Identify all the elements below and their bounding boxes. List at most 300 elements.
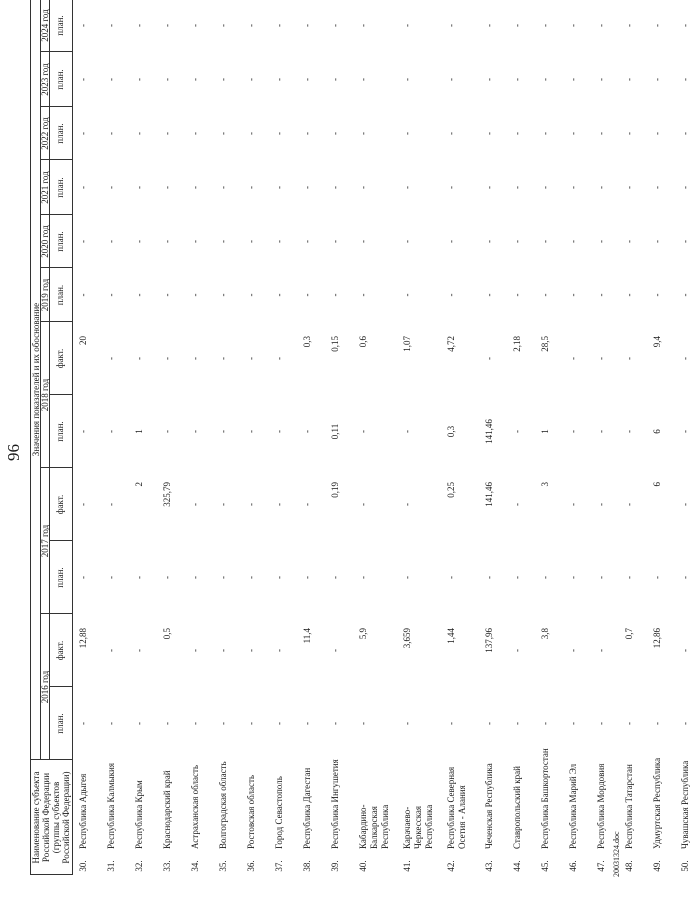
row-number: 47. bbox=[596, 860, 606, 872]
row-value: 0,7 bbox=[624, 628, 634, 640]
row-value: - bbox=[680, 503, 690, 506]
row-number: 42. bbox=[446, 860, 456, 872]
row-number: 31. bbox=[106, 860, 116, 872]
row-value: - bbox=[106, 293, 116, 297]
row-value: - bbox=[330, 78, 340, 81]
row-value: - bbox=[246, 132, 256, 135]
row-value: - bbox=[358, 240, 368, 243]
row-value: - bbox=[134, 186, 144, 189]
row-value: - bbox=[302, 293, 312, 297]
row-value: - bbox=[402, 132, 412, 135]
row-value: - bbox=[246, 503, 256, 506]
row-value: 3,8 bbox=[540, 628, 550, 640]
row-region-name: Республика Марий Эл bbox=[568, 763, 578, 849]
row-value: - bbox=[540, 576, 550, 579]
row-value: - bbox=[274, 503, 284, 506]
row-value: - bbox=[274, 722, 284, 725]
row-region-name: Республика Северная Осетия - Алания bbox=[446, 766, 467, 849]
row-value: - bbox=[190, 24, 200, 27]
row-value: - bbox=[106, 357, 116, 360]
header-bottom-border bbox=[72, 0, 73, 875]
row-number: 44. bbox=[512, 860, 522, 872]
row-value: - bbox=[484, 293, 494, 297]
row-value: - bbox=[358, 503, 368, 506]
row-value: - bbox=[512, 293, 522, 297]
row-value: 4,72 bbox=[446, 336, 456, 352]
row-value: - bbox=[596, 240, 606, 243]
row-value: - bbox=[358, 78, 368, 81]
row-value: - bbox=[568, 240, 578, 243]
header-subcolumn: план. bbox=[55, 69, 65, 90]
row-value: - bbox=[446, 132, 456, 135]
row-value: - bbox=[512, 186, 522, 189]
row-value: - bbox=[680, 132, 690, 135]
row-value: - bbox=[106, 132, 116, 135]
row-value: - bbox=[512, 503, 522, 506]
row-value: - bbox=[274, 430, 284, 433]
row-number: 35. bbox=[218, 860, 228, 872]
header-subcolumn: план. bbox=[55, 284, 65, 306]
row-value: - bbox=[596, 78, 606, 81]
row-value: - bbox=[218, 240, 228, 243]
row-value: - bbox=[78, 24, 88, 27]
row-number: 34. bbox=[190, 860, 200, 872]
row-value: - bbox=[484, 186, 494, 189]
row-value: - bbox=[512, 576, 522, 579]
row-value: - bbox=[680, 722, 690, 725]
row-value: - bbox=[680, 357, 690, 360]
row-value: - bbox=[162, 186, 172, 189]
row-value: - bbox=[540, 24, 550, 27]
row-value: - bbox=[512, 649, 522, 652]
row-value: - bbox=[78, 78, 88, 81]
row-value: - bbox=[246, 186, 256, 189]
row-value: 0,25 bbox=[446, 482, 456, 498]
row-value: - bbox=[680, 240, 690, 243]
row-value: - bbox=[162, 430, 172, 433]
row-region-name: Республика Калмыкия bbox=[106, 763, 116, 849]
row-region-name: Чувашская Республика bbox=[680, 760, 690, 849]
header-year-4: 2019 год bbox=[40, 278, 50, 312]
row-value: - bbox=[540, 132, 550, 135]
row-region-name: Волгоградская область bbox=[218, 761, 228, 849]
row-value: - bbox=[162, 240, 172, 243]
row-value: - bbox=[680, 293, 690, 297]
row-value: - bbox=[78, 293, 88, 297]
row-value: - bbox=[134, 649, 144, 652]
row-value: - bbox=[330, 576, 340, 579]
row-value: 3,659 bbox=[402, 628, 412, 649]
row-value: 0,6 bbox=[358, 336, 368, 348]
row-value: - bbox=[540, 78, 550, 81]
row-value: - bbox=[568, 503, 578, 506]
row-value: - bbox=[106, 649, 116, 652]
header-subcolumn: план. bbox=[55, 567, 65, 588]
row-region-name: Удмуртская Республика bbox=[652, 757, 662, 849]
row-value: - bbox=[274, 186, 284, 189]
row-value: - bbox=[190, 430, 200, 433]
row-value: - bbox=[652, 78, 662, 81]
header-subcolumn: факт. bbox=[55, 494, 65, 515]
row-value: - bbox=[358, 430, 368, 433]
row-value: - bbox=[624, 78, 634, 81]
row-value: - bbox=[568, 576, 578, 579]
row-region-name: Республика Крым bbox=[134, 780, 144, 849]
page-number: 96 bbox=[4, 444, 23, 461]
row-value: - bbox=[446, 240, 456, 243]
row-value: - bbox=[568, 430, 578, 433]
row-value: - bbox=[568, 357, 578, 360]
row-value: - bbox=[680, 430, 690, 433]
row-value: - bbox=[540, 186, 550, 189]
row-value: - bbox=[134, 24, 144, 27]
row-value: - bbox=[358, 576, 368, 579]
row-value: - bbox=[274, 78, 284, 81]
row-value: - bbox=[106, 186, 116, 189]
row-value: - bbox=[162, 357, 172, 360]
row-region-name: Кабардино-Балкарская Республика bbox=[358, 804, 390, 849]
row-value: - bbox=[624, 132, 634, 135]
row-value: - bbox=[330, 722, 340, 725]
row-value: - bbox=[680, 649, 690, 652]
row-value: - bbox=[596, 293, 606, 297]
row-region-name: Чеченская Республика bbox=[484, 763, 494, 849]
row-number: 37. bbox=[274, 860, 284, 872]
row-number: 33. bbox=[162, 860, 172, 872]
row-value: 3 bbox=[540, 482, 550, 487]
row-value: - bbox=[106, 503, 116, 506]
footer-filename: 20031324.doc bbox=[612, 831, 621, 877]
header-subcolumn: план. bbox=[55, 421, 65, 442]
row-region-name: Республика Мордовия bbox=[596, 763, 606, 849]
row-value: - bbox=[106, 78, 116, 81]
row-value: - bbox=[134, 240, 144, 243]
row-value: - bbox=[484, 240, 494, 243]
row-value: - bbox=[358, 722, 368, 725]
row-value: - bbox=[568, 24, 578, 27]
row-value: - bbox=[246, 576, 256, 579]
row-value: - bbox=[624, 293, 634, 297]
row-value: - bbox=[218, 649, 228, 652]
row-value: - bbox=[134, 132, 144, 135]
row-value: - bbox=[190, 293, 200, 297]
row-value: - bbox=[134, 357, 144, 360]
row-value: - bbox=[190, 503, 200, 506]
row-value: - bbox=[302, 240, 312, 243]
row-value: 28,5 bbox=[540, 336, 550, 352]
header-subcolumn: факт. bbox=[55, 640, 65, 661]
row-value: - bbox=[402, 722, 412, 725]
row-value: - bbox=[596, 132, 606, 135]
row-value: - bbox=[218, 78, 228, 81]
header-year-3: 2018 год bbox=[40, 378, 50, 412]
header-values-title: Значения показателей и их обоснование bbox=[31, 302, 41, 457]
header-year-2: 2017 год bbox=[40, 524, 50, 558]
row-value: - bbox=[78, 430, 88, 433]
row-value: - bbox=[568, 186, 578, 189]
row-value: 1 bbox=[540, 429, 550, 434]
row-value: - bbox=[218, 24, 228, 27]
row-value: - bbox=[540, 240, 550, 243]
header-subject-title: Наименование субъекта Российской Федерации (группы субъектов Российской Федерации) bbox=[31, 771, 71, 864]
header-subcolumn: план. bbox=[55, 177, 65, 198]
row-value: - bbox=[358, 186, 368, 189]
row-value: - bbox=[596, 186, 606, 189]
row-value: - bbox=[218, 293, 228, 297]
row-value: - bbox=[624, 24, 634, 27]
header-subcolumn: план. bbox=[55, 123, 65, 144]
row-value: - bbox=[484, 24, 494, 27]
row-region-name: Краснодарский край bbox=[162, 770, 172, 849]
row-value: 0,11 bbox=[330, 423, 340, 440]
row-value: 20 bbox=[78, 336, 88, 345]
header-year-7: 2022 год bbox=[40, 117, 50, 150]
row-value: - bbox=[446, 78, 456, 81]
table-left-border bbox=[30, 874, 72, 875]
row-value: - bbox=[330, 24, 340, 27]
row-region-name: Республика Башкортостан bbox=[540, 748, 550, 849]
row-value: - bbox=[596, 503, 606, 506]
row-value: - bbox=[484, 132, 494, 135]
row-value: - bbox=[78, 722, 88, 725]
row-value: - bbox=[302, 78, 312, 81]
row-value: - bbox=[162, 78, 172, 81]
row-value: - bbox=[246, 357, 256, 360]
row-number: 49. bbox=[652, 860, 662, 872]
row-value: 12,88 bbox=[78, 628, 88, 649]
row-value: - bbox=[106, 24, 116, 27]
row-value: - bbox=[624, 576, 634, 579]
row-value: - bbox=[596, 24, 606, 27]
row-value: - bbox=[512, 722, 522, 725]
row-value: - bbox=[134, 78, 144, 81]
row-number: 43. bbox=[484, 860, 494, 872]
row-value: 6 bbox=[652, 482, 662, 487]
row-value: - bbox=[652, 240, 662, 243]
row-value: - bbox=[568, 649, 578, 652]
row-value: - bbox=[596, 430, 606, 433]
row-value: 0,5 bbox=[162, 628, 172, 640]
row-value: 11,4 bbox=[302, 628, 312, 644]
row-value: - bbox=[246, 240, 256, 243]
row-value: - bbox=[568, 293, 578, 297]
row-value: 2,18 bbox=[512, 336, 522, 352]
row-value: - bbox=[540, 293, 550, 297]
row-value: 0,3 bbox=[446, 425, 456, 438]
row-value: - bbox=[596, 576, 606, 579]
row-value: 0,3 bbox=[302, 336, 312, 348]
row-value: - bbox=[596, 649, 606, 652]
row-number: 38. bbox=[302, 860, 312, 872]
row-value: 141,46 bbox=[484, 482, 494, 507]
row-value: - bbox=[402, 576, 412, 579]
row-value: - bbox=[302, 430, 312, 433]
header-subcolumn: план. bbox=[55, 15, 65, 36]
row-value: - bbox=[190, 649, 200, 652]
row-value: - bbox=[402, 503, 412, 506]
row-value: - bbox=[680, 78, 690, 81]
row-value: - bbox=[246, 78, 256, 81]
row-value: - bbox=[484, 722, 494, 725]
row-value: - bbox=[190, 78, 200, 81]
row-value: - bbox=[134, 722, 144, 725]
row-value: - bbox=[624, 240, 634, 243]
row-value: - bbox=[162, 293, 172, 297]
row-region-name: Республика Татарстан bbox=[624, 764, 634, 849]
header-subcolumn: факт. bbox=[55, 348, 65, 369]
row-value: - bbox=[218, 503, 228, 506]
row-value: - bbox=[568, 722, 578, 725]
row-number: 30. bbox=[78, 860, 88, 872]
row-value: - bbox=[652, 722, 662, 725]
row-value: - bbox=[218, 186, 228, 189]
row-value: - bbox=[512, 240, 522, 243]
row-value: - bbox=[484, 357, 494, 360]
row-value: - bbox=[652, 24, 662, 27]
row-value: - bbox=[624, 186, 634, 189]
row-region-name: Астраханская область bbox=[190, 765, 200, 849]
row-region-name: Республика Адыгея bbox=[78, 773, 88, 849]
row-value: - bbox=[358, 293, 368, 297]
row-value: - bbox=[596, 357, 606, 360]
row-number: 39. bbox=[330, 860, 340, 872]
header-year-6: 2021 год bbox=[40, 171, 50, 204]
row-value: - bbox=[540, 722, 550, 725]
row-value: 5,9 bbox=[358, 628, 368, 640]
row-value: - bbox=[680, 576, 690, 579]
row-number: 50. bbox=[680, 860, 690, 872]
row-value: - bbox=[624, 503, 634, 506]
row-value: - bbox=[512, 78, 522, 81]
row-value: - bbox=[568, 78, 578, 81]
row-value: - bbox=[246, 430, 256, 433]
row-value: - bbox=[218, 132, 228, 135]
row-value: - bbox=[330, 240, 340, 243]
row-value: - bbox=[190, 576, 200, 579]
row-number: 32. bbox=[134, 860, 144, 872]
row-value: - bbox=[596, 722, 606, 725]
row-value: 137,96 bbox=[484, 628, 494, 653]
row-value: - bbox=[106, 240, 116, 243]
header-year-1: 2016 год bbox=[40, 670, 50, 704]
row-value: - bbox=[330, 186, 340, 189]
row-region-name: Республика Дагестан bbox=[302, 767, 312, 849]
row-value: - bbox=[652, 132, 662, 135]
row-value: - bbox=[624, 430, 634, 433]
row-value: 325,79 bbox=[162, 482, 172, 507]
row-value: - bbox=[358, 132, 368, 135]
row-value: - bbox=[106, 722, 116, 725]
row-value: - bbox=[246, 24, 256, 27]
row-value: - bbox=[680, 24, 690, 27]
row-value: - bbox=[652, 576, 662, 579]
row-value: - bbox=[190, 186, 200, 189]
row-region-name: Карачаево-Черкесская Республика bbox=[402, 804, 434, 849]
row-value: - bbox=[78, 240, 88, 243]
row-value: - bbox=[446, 722, 456, 725]
row-value: 141,46 bbox=[484, 419, 494, 444]
row-value: - bbox=[402, 240, 412, 243]
row-region-name: Город Севастополь bbox=[274, 776, 284, 849]
row-value: - bbox=[402, 24, 412, 27]
row-value: 1 bbox=[134, 429, 144, 434]
row-value: - bbox=[512, 132, 522, 135]
row-value: - bbox=[274, 649, 284, 652]
row-value: - bbox=[330, 293, 340, 297]
row-value: - bbox=[652, 293, 662, 297]
row-value: - bbox=[680, 186, 690, 189]
row-value: - bbox=[78, 186, 88, 189]
row-region-name: Ставропольский край bbox=[512, 766, 522, 849]
row-value: 2 bbox=[134, 482, 144, 487]
row-value: - bbox=[330, 132, 340, 135]
row-value: - bbox=[446, 576, 456, 579]
row-value: 9,4 bbox=[652, 336, 662, 348]
row-value: - bbox=[106, 430, 116, 433]
row-value: - bbox=[134, 293, 144, 297]
row-value: - bbox=[402, 430, 412, 433]
row-value: - bbox=[134, 576, 144, 579]
row-value: - bbox=[190, 240, 200, 243]
row-value: - bbox=[274, 293, 284, 297]
row-value: - bbox=[302, 722, 312, 725]
row-value: - bbox=[162, 576, 172, 579]
row-value: 6 bbox=[652, 429, 662, 434]
row-value: - bbox=[302, 132, 312, 135]
row-value: - bbox=[446, 293, 456, 297]
row-value: 0,15 bbox=[330, 336, 340, 352]
row-value: - bbox=[512, 430, 522, 433]
row-value: - bbox=[274, 576, 284, 579]
row-value: - bbox=[402, 186, 412, 189]
row-value: - bbox=[218, 357, 228, 360]
row-value: - bbox=[302, 503, 312, 506]
row-number: 40. bbox=[358, 860, 368, 872]
row-value: - bbox=[78, 132, 88, 135]
row-value: - bbox=[246, 722, 256, 725]
row-value: - bbox=[484, 78, 494, 81]
row-value: - bbox=[446, 24, 456, 27]
row-region-name: Ростовская область bbox=[246, 775, 256, 849]
row-value: 1,44 bbox=[446, 628, 456, 644]
row-value: - bbox=[162, 722, 172, 725]
row-value: - bbox=[190, 132, 200, 135]
row-value: - bbox=[274, 357, 284, 360]
row-number: 41. bbox=[402, 860, 412, 872]
row-value: - bbox=[302, 24, 312, 27]
row-value: - bbox=[162, 24, 172, 27]
row-value: - bbox=[274, 132, 284, 135]
header-year-8: 2023 год bbox=[40, 63, 50, 96]
row-value: - bbox=[78, 503, 88, 506]
row-value: - bbox=[568, 132, 578, 135]
row-value: - bbox=[624, 722, 634, 725]
row-value: - bbox=[484, 576, 494, 579]
row-value: - bbox=[246, 649, 256, 652]
row-value: - bbox=[218, 430, 228, 433]
row-value: - bbox=[402, 78, 412, 81]
row-value: - bbox=[190, 722, 200, 725]
header-subcolumn: план. bbox=[55, 713, 65, 734]
header-year-9: 2024 год bbox=[40, 9, 50, 42]
row-number: 48. bbox=[624, 860, 634, 872]
row-value: - bbox=[402, 293, 412, 297]
row-value: - bbox=[302, 186, 312, 189]
row-value: 12,86 bbox=[652, 628, 662, 649]
row-value: - bbox=[218, 722, 228, 725]
row-value: - bbox=[274, 24, 284, 27]
row-value: - bbox=[274, 240, 284, 243]
